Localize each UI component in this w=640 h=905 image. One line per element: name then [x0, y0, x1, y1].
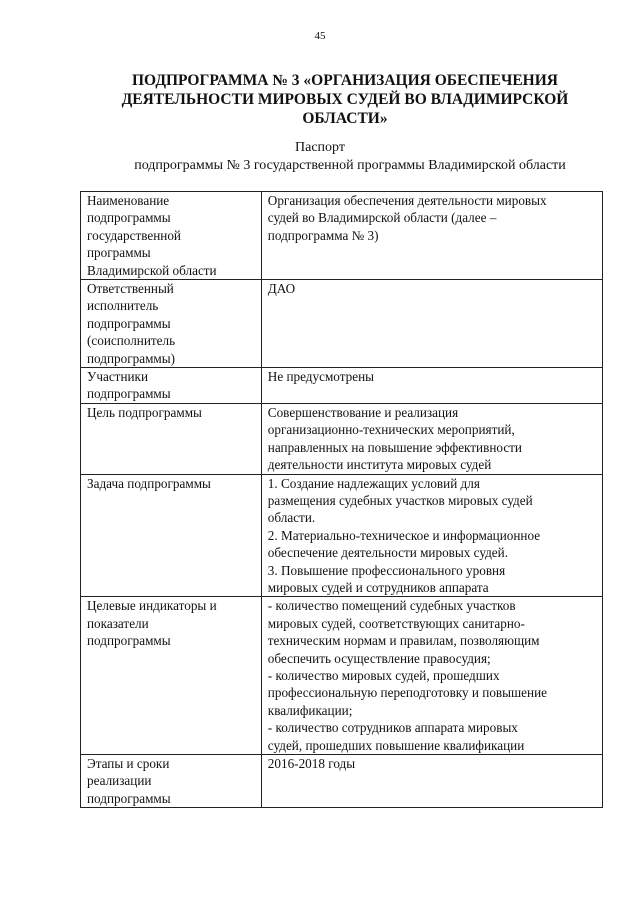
row-label-cell [81, 597, 262, 755]
row-label-line: Владимирской области [87, 262, 217, 278]
row-value-cell [261, 403, 602, 474]
row-label-line: (соисполнитель [87, 333, 176, 349]
row-label-line: государственной [87, 227, 181, 243]
title-line: ПОДПРОГРАММА № 3 «ОРГАНИЗАЦИЯ ОБЕСПЕЧЕНИЯ [131, 72, 558, 89]
row-label-line: подпрограммы) [87, 350, 176, 366]
row-value-cell [261, 474, 602, 597]
row-label-line: исполнитель [87, 298, 159, 314]
table-row [81, 192, 603, 280]
row-label-line: Цель подпрограммы [87, 404, 202, 420]
row-label-line: Наименование [87, 193, 170, 208]
row-value-line: - количество мировых судей, прошедших [267, 667, 500, 683]
row-label-line: показатели [87, 615, 149, 631]
row-value-line: профессиональную переподготовку и повышение [267, 685, 547, 701]
row-label-line: Ответственный [87, 281, 174, 297]
row-value-line: судей во Владимирской области (далее – [267, 210, 497, 226]
row-label-line: Целевые индикаторы и [87, 598, 217, 614]
table-row [81, 755, 603, 808]
row-value-cell [261, 368, 602, 404]
passport-heading: Паспорт [295, 140, 345, 155]
row-label-cell [81, 755, 262, 808]
table-row [81, 474, 603, 597]
title-line: ДЕЯТЕЛЬНОСТИ МИРОВЫХ СУДЕЙ ВО ВЛАДИМИРСКОЙ [121, 91, 569, 108]
row-label-line: подпрограммы [87, 210, 171, 226]
passport-table [80, 191, 603, 808]
row-label-line: Задача подпрограммы [87, 475, 211, 491]
row-value-line: Не предусмотрены [267, 369, 375, 385]
page-number: 45 [314, 30, 326, 42]
row-label-line: подпрограммы [87, 633, 171, 649]
row-label-cell [81, 280, 262, 368]
table-row [81, 597, 603, 755]
row-value-cell [261, 597, 602, 755]
row-label-line: подпрограммы [87, 790, 171, 806]
row-value-line: деятельности института мировых судей [267, 457, 492, 473]
row-label-line: Участники [87, 369, 149, 385]
row-value-line: обеспечение деятельности мировых судей. [267, 545, 509, 561]
table-row [81, 403, 603, 474]
row-value-line: мировых судей и сотрудников аппарата [267, 579, 489, 595]
row-label-line: подпрограммы [87, 386, 171, 402]
title-line: ОБЛАСТИ» [302, 110, 388, 127]
passport-table-body [81, 192, 603, 808]
row-value-line: Организация обеспечения деятельности мировых [267, 193, 547, 208]
row-label-cell [81, 403, 262, 474]
row-value-line: области. [267, 510, 316, 526]
row-label-cell [81, 192, 262, 280]
row-label-line: программы [87, 245, 151, 261]
table-row [81, 368, 603, 404]
row-value-line: направленных на повышение эффективности [267, 439, 522, 455]
row-value-line: судей, прошедших повышение квалификации [267, 737, 525, 753]
row-value-cell [261, 755, 602, 808]
row-value-line: - количество помещений судебных участков [267, 598, 516, 614]
row-label-line: реализации [87, 773, 152, 789]
table-row [81, 280, 603, 368]
row-value-line: - количество сотрудников аппарата мировых [267, 720, 518, 736]
row-value-line: мировых судей, соответствующих санитарно- [267, 615, 525, 631]
row-value-line: ДАО [267, 281, 296, 297]
row-value-line: квалификации; [267, 702, 353, 718]
row-label-cell [81, 368, 262, 404]
row-value-line: 1. Создание надлежащих условий для [267, 475, 480, 491]
passport-subheading: подпрограммы № 3 государственной программы Владимирской области [134, 158, 566, 173]
row-label-line: Этапы и сроки [87, 756, 170, 771]
row-value-cell [261, 280, 602, 368]
row-value-line: обеспечить осуществление правосудия; [267, 650, 491, 666]
row-value-line: подпрограмма № 3) [267, 227, 379, 243]
row-value-line: 2. Материально-техническое и информационное [267, 527, 541, 543]
row-value-line: 2016-2018 годы [267, 756, 356, 771]
row-value-line: техническим нормам и правилам, позволяющим [267, 633, 540, 649]
row-value-cell [261, 192, 602, 280]
row-value-line: Совершенствование и реализация [267, 404, 459, 420]
row-label-line: подпрограммы [87, 315, 171, 331]
row-value-line: организационно-технических мероприятий, [267, 422, 515, 438]
row-value-line: размещения судебных участков мировых судей [267, 492, 533, 508]
row-label-cell [81, 474, 262, 597]
document-title [100, 71, 590, 128]
row-value-line: 3. Повышение профессионального уровня [267, 562, 506, 578]
